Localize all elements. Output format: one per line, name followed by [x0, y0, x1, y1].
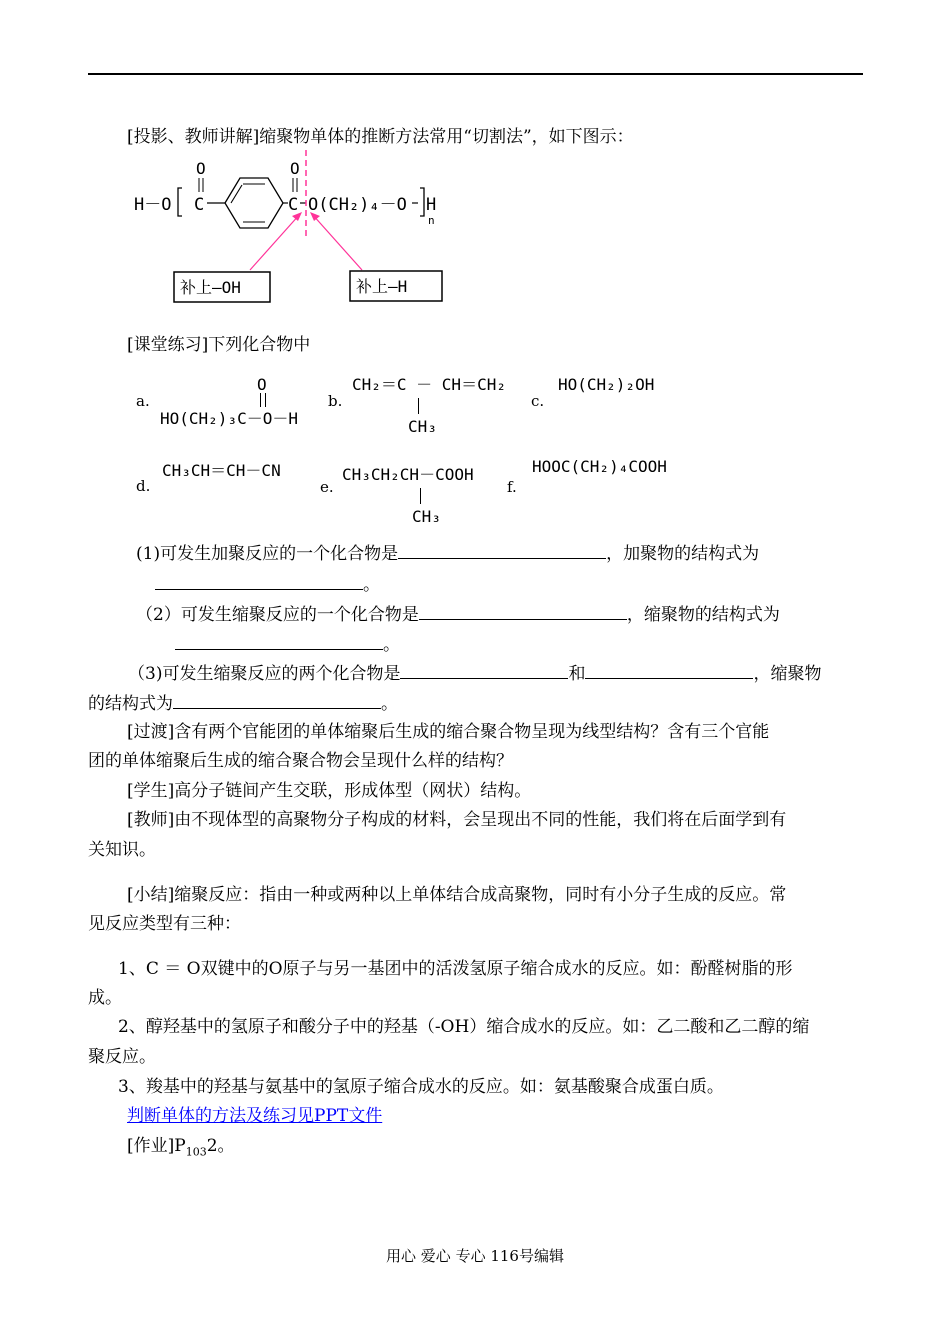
box-left-text: 补上—OH — [180, 278, 241, 297]
question-1-prompt: (1)可发生加聚反应的一个化合物是 — [136, 544, 399, 564]
compound-a-label: a. — [136, 392, 150, 410]
homework — [127, 1135, 235, 1163]
carbon-right: C — [288, 195, 299, 215]
compound-c-main: HO(CH₂)₂OH — [558, 375, 655, 394]
summary-line1: [小结]缩聚反应：指由一种或两种以上单体结合成高聚物，同时有小分子生成的反应。常 — [127, 885, 787, 905]
teacher-line2: 关知识。 — [88, 840, 156, 860]
type2-line1: 2、醇羟基中的氢原子和酸分子中的羟基（-OH）缩合成水的反应。如：乙二酸和乙二醇的缩 — [118, 1017, 810, 1037]
compound-b-label: b. — [328, 392, 343, 410]
question-3-and: 和 — [568, 664, 586, 684]
intro-text: [投影、教师讲解]缩聚物单体的推断方法常用“切割法”，如下图示： — [127, 127, 634, 147]
compound-a-main: HO(CH₂)₃C－O－H — [160, 409, 298, 428]
ppt-link[interactable]: 判断单体的方法及练习见PPT文件 — [127, 1106, 383, 1126]
compound-e-main: CH₃CH₂CH－COOH — [342, 465, 474, 484]
question-3 — [128, 662, 821, 685]
answer-2b-blank[interactable] — [175, 633, 383, 650]
answer-3a-blank[interactable] — [400, 662, 568, 679]
transition-line1: [过渡]含有两个官能团的单体缩聚后生成的缩合聚合物呈现为线型结构？含有三个官能 — [127, 722, 770, 742]
question-3-formula-prompt: 的结构式为 — [88, 694, 173, 714]
question-1-end: 。 — [363, 575, 380, 595]
header-rule — [88, 73, 863, 75]
carbonyl-o-left: O — [196, 159, 206, 178]
type1-line1: 1、C ＝ O双键中的O原子与另一基团中的活泼氢原子缩合成水的反应。如：酚醛树脂的形 — [118, 959, 793, 979]
compound-b-main: CH₂＝C － CH＝CH₂ — [352, 375, 506, 394]
answer-2a-blank[interactable] — [419, 603, 627, 620]
exercise-title: [课堂练习]下列化合物中 — [127, 335, 311, 355]
answer-3c-blank[interactable] — [173, 692, 381, 709]
benzene-ring-icon — [225, 178, 283, 228]
transition-line2: 团的单体缩聚后生成的缩合聚合物会呈现什么样的结构？ — [88, 751, 513, 771]
compound-d-main: CH₃CH＝CH－CN — [162, 461, 281, 480]
compound-e-sub: CH₃ — [412, 507, 441, 526]
student-text: [学生]高分子链间产生交联，形成体型（网状）结构。 — [127, 781, 532, 801]
compound-a-top: O — [257, 375, 267, 394]
compound-e-label: e. — [320, 478, 334, 496]
question-2-line2 — [175, 633, 400, 656]
summary-line2: 见反应类型有三种： — [88, 914, 241, 934]
question-3-end: 。 — [381, 694, 398, 714]
question-1-line2 — [155, 573, 380, 596]
compound-b-bond — [418, 398, 419, 414]
question-2-suffix: ，缩聚物的结构式为 — [626, 605, 780, 625]
question-2-prompt: （2）可发生缩聚反应的一个化合物是 — [136, 605, 419, 625]
box-right-text: 补上—H — [356, 277, 408, 296]
compound-f-main: HOOC(CH₂)₄COOH — [532, 457, 667, 476]
question-1 — [136, 542, 759, 565]
chain-text: O(CH₂)₄－O — [308, 195, 407, 215]
homework-number: 2。 — [206, 1136, 235, 1156]
formula-left-text: H－O — [134, 195, 172, 215]
compound-c-label: c. — [531, 392, 545, 410]
answer-1b-blank[interactable] — [155, 573, 363, 590]
compound-e-bond — [420, 488, 421, 504]
compound-b-sub: CH₃ — [408, 417, 437, 436]
question-3-suffix: ，缩聚物 — [753, 664, 822, 684]
carbonyl-o-right: O — [290, 159, 300, 178]
end-h-text: H — [426, 195, 437, 215]
answer-3b-blank[interactable] — [585, 662, 753, 679]
homework-page-sub: 103 — [185, 1145, 207, 1159]
carbon-left: C — [194, 195, 205, 215]
question-3-line2 — [88, 692, 398, 715]
question-2-end: 。 — [383, 635, 400, 655]
type2-line2: 聚反应。 — [88, 1047, 156, 1067]
compound-f-label: f. — [507, 478, 517, 496]
answer-1a-blank[interactable] — [398, 542, 606, 559]
question-3-prompt: （3)可发生缩聚反应的两个化合物是 — [128, 664, 401, 684]
compound-a-double-bond — [260, 393, 266, 407]
subscript-n: n — [428, 214, 435, 227]
teacher-line1: [教师]由不现体型的高聚物分子构成的材料，会呈现出不同的性能，我们将在后面学到有 — [127, 810, 787, 830]
polyester-cut-diagram — [130, 150, 460, 310]
type1-line2: 成。 — [88, 988, 122, 1008]
type3-text: 3、羧基中的羟基与氨基中的氢原子缩合成水的反应。如：氨基酸聚合成蛋白质。 — [118, 1077, 724, 1097]
compound-d-label: d. — [136, 477, 151, 495]
page-footer: 用心 爱心 专心 116号编辑 — [386, 1247, 564, 1265]
question-2 — [136, 603, 780, 626]
homework-label: [作业]P — [127, 1136, 186, 1156]
question-1-suffix: ，加聚物的结构式为 — [606, 544, 760, 564]
